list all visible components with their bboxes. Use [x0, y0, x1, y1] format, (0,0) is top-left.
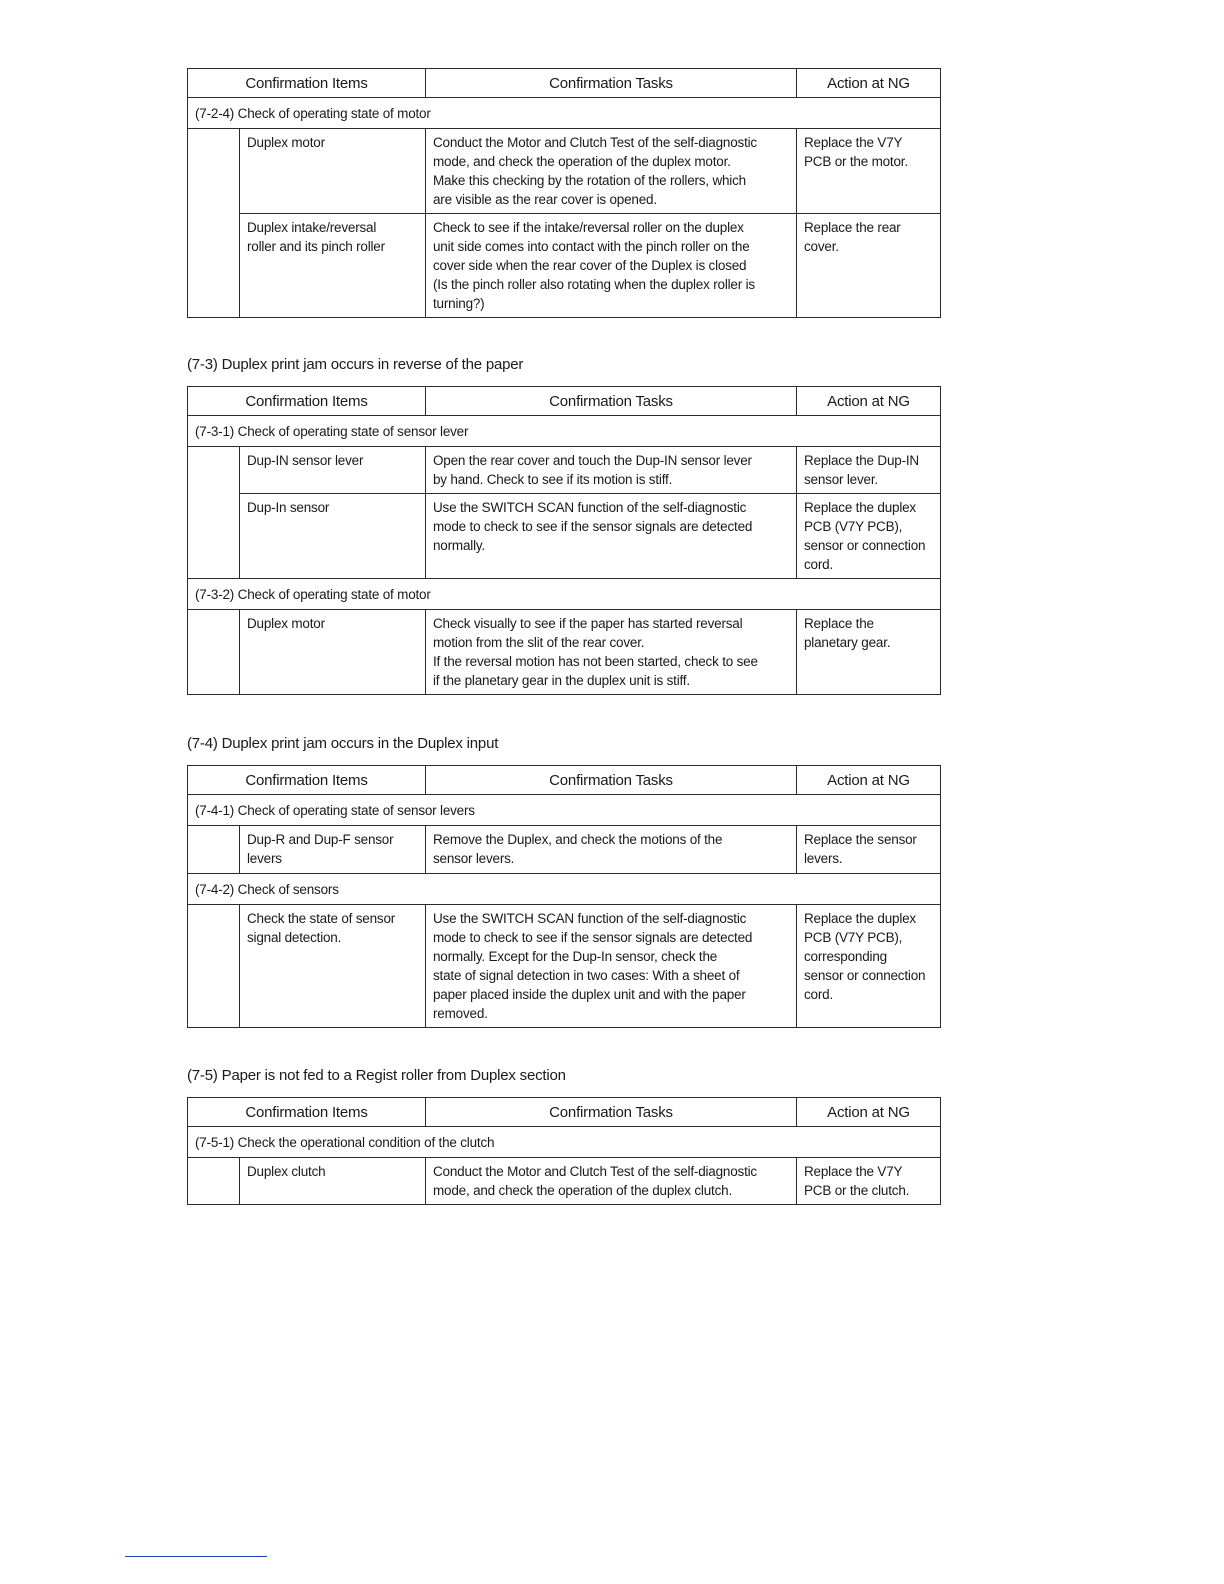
action-line: Replace the duplex	[804, 911, 916, 926]
task-line: Conduct the Motor and Clutch Test of the self-diagnostic	[433, 1164, 757, 1179]
action-line: PCB or the clutch.	[804, 1183, 910, 1198]
task-line: state of signal detection in two cases: With a sheet of	[433, 968, 740, 983]
table-row	[188, 826, 941, 874]
group-label: (7-2-4) Check of operating state of motor	[188, 98, 941, 129]
item-line: Check the state of sensor	[247, 911, 396, 926]
action-line: Replace the V7Y	[804, 135, 903, 150]
table-row	[188, 1158, 941, 1205]
confirmation-task	[426, 905, 797, 1028]
item-line: Duplex motor	[247, 135, 325, 150]
task-line: are visible as the rear cover is opened.	[433, 192, 657, 207]
item-line: Dup-R and Dup-F sensor	[247, 832, 394, 847]
header-action-at-ng: Action at NG	[797, 766, 941, 795]
action-line: PCB (V7Y PCB),	[804, 930, 903, 945]
table-7-5	[187, 1097, 941, 1205]
header-row	[188, 1098, 941, 1127]
group-label: (7-4-2) Check of sensors	[188, 874, 941, 905]
action-at-ng	[797, 447, 941, 494]
task-line: Conduct the Motor and Clutch Test of the self-diagnostic	[433, 135, 757, 150]
action-line: sensor or connection	[804, 538, 926, 553]
confirmation-item	[240, 826, 426, 874]
group-row	[188, 1127, 941, 1158]
confirmation-task	[426, 129, 797, 214]
table-7-3	[187, 386, 941, 695]
table-row	[188, 610, 941, 695]
action-line: Replace the sensor	[804, 832, 917, 847]
table-7-2	[187, 68, 941, 318]
header-row	[188, 387, 941, 416]
task-line: mode to check to see if the sensor signals are detected	[433, 930, 753, 945]
indent-cell	[188, 447, 240, 579]
task-line: Open the rear cover and touch the Dup-IN sensor lever	[433, 453, 752, 468]
group-label: (7-5-1) Check the operational condition of the clutch	[188, 1127, 941, 1158]
item-line: Dup-In sensor	[247, 500, 330, 515]
header-row	[188, 766, 941, 795]
task-line: unit side comes into contact with the pinch roller on the	[433, 239, 750, 254]
confirmation-task	[426, 494, 797, 579]
section-heading: (7-3) Duplex print jam occurs in reverse of the paper	[187, 356, 524, 373]
action-line: sensor or connection	[804, 968, 926, 983]
task-line: (Is the pinch roller also rotating when the duplex roller is	[433, 277, 755, 292]
action-at-ng	[797, 494, 941, 579]
action-line: levers.	[804, 851, 843, 866]
task-line: if the planetary gear in the duplex unit is stiff.	[433, 673, 690, 688]
header-row	[188, 69, 941, 98]
header-action-at-ng: Action at NG	[797, 387, 941, 416]
task-line: by hand. Check to see if its motion is stiff.	[433, 472, 673, 487]
action-at-ng	[797, 905, 941, 1028]
confirmation-item	[240, 214, 426, 318]
indent-cell	[188, 1158, 240, 1205]
header-confirmation-tasks: Confirmation Tasks	[426, 69, 797, 98]
task-line: removed.	[433, 1006, 488, 1021]
confirmation-task	[426, 610, 797, 695]
header-action-at-ng: Action at NG	[797, 1098, 941, 1127]
task-line: turning?)	[433, 296, 485, 311]
action-at-ng	[797, 214, 941, 318]
table-7-4	[187, 765, 941, 1028]
indent-cell	[188, 129, 240, 318]
item-line: Dup-IN sensor lever	[247, 453, 364, 468]
task-line: mode to check to see if the sensor signals are detected	[433, 519, 753, 534]
table-row	[188, 129, 941, 214]
header-confirmation-items: Confirmation Items	[188, 1098, 426, 1127]
task-line: motion from the slit of the rear cover.	[433, 635, 645, 650]
task-line: Make this checking by the rotation of the rollers, which	[433, 173, 746, 188]
confirmation-item	[240, 447, 426, 494]
indent-cell	[188, 826, 240, 874]
group-label: (7-3-1) Check of operating state of sensor lever	[188, 416, 941, 447]
action-line: cover.	[804, 239, 839, 254]
task-line: Use the SWITCH SCAN function of the self-diagnostic	[433, 911, 747, 926]
header-confirmation-items: Confirmation Items	[188, 766, 426, 795]
task-line: Check visually to see if the paper has started reversal	[433, 616, 743, 631]
task-line: Remove the Duplex, and check the motions of the	[433, 832, 723, 847]
group-row	[188, 579, 941, 610]
item-line: roller and its pinch roller	[247, 239, 385, 254]
item-line: Duplex motor	[247, 616, 325, 631]
task-line: If the reversal motion has not been started, check to see	[433, 654, 758, 669]
group-label: (7-3-2) Check of operating state of motor	[188, 579, 941, 610]
confirmation-item	[240, 494, 426, 579]
task-line: normally.	[433, 538, 485, 553]
action-line: Replace the Dup-IN	[804, 453, 919, 468]
group-label: (7-4-1) Check of operating state of sensor levers	[188, 795, 941, 826]
group-row	[188, 416, 941, 447]
action-at-ng	[797, 129, 941, 214]
item-line: signal detection.	[247, 930, 342, 945]
header-confirmation-items: Confirmation Items	[188, 387, 426, 416]
action-line: corresponding	[804, 949, 887, 964]
header-confirmation-tasks: Confirmation Tasks	[426, 387, 797, 416]
group-row	[188, 795, 941, 826]
confirmation-task	[426, 447, 797, 494]
item-line: Duplex intake/reversal	[247, 220, 377, 235]
table-row	[188, 905, 941, 1028]
confirmation-item	[240, 1158, 426, 1205]
group-row	[188, 874, 941, 905]
action-line: planetary gear.	[804, 635, 891, 650]
action-line: cord.	[804, 987, 834, 1002]
table-row	[188, 447, 941, 494]
action-line: Replace the	[804, 616, 874, 631]
confirmation-item	[240, 905, 426, 1028]
header-confirmation-tasks: Confirmation Tasks	[426, 1098, 797, 1127]
table-row	[188, 494, 941, 579]
task-line: Check to see if the intake/reversal roller on the duplex	[433, 220, 744, 235]
indent-cell	[188, 905, 240, 1028]
action-line: Replace the duplex	[804, 500, 916, 515]
confirmation-item	[240, 129, 426, 214]
confirmation-item	[240, 610, 426, 695]
task-line: mode, and check the operation of the duplex clutch.	[433, 1183, 733, 1198]
action-at-ng	[797, 610, 941, 695]
task-line: Use the SWITCH SCAN function of the self-diagnostic	[433, 500, 747, 515]
task-line: cover side when the rear cover of the Duplex is closed	[433, 258, 747, 273]
task-line: normally. Except for the Dup-In sensor, check the	[433, 949, 718, 964]
task-line: mode, and check the operation of the duplex motor.	[433, 154, 731, 169]
action-line: PCB or the motor.	[804, 154, 908, 169]
item-line: levers	[247, 851, 282, 866]
item-line: Duplex clutch	[247, 1164, 326, 1179]
group-row	[188, 98, 941, 129]
section-heading: (7-4) Duplex print jam occurs in the Duplex input	[187, 735, 499, 752]
header-action-at-ng: Action at NG	[797, 69, 941, 98]
action-line: Replace the rear	[804, 220, 901, 235]
confirmation-task	[426, 214, 797, 318]
action-line: Replace the V7Y	[804, 1164, 903, 1179]
action-at-ng	[797, 826, 941, 874]
confirmation-task	[426, 1158, 797, 1205]
task-line: paper placed inside the duplex unit and with the paper	[433, 987, 746, 1002]
indent-cell	[188, 610, 240, 695]
header-confirmation-items: Confirmation Items	[188, 69, 426, 98]
task-line: sensor levers.	[433, 851, 515, 866]
action-line: cord.	[804, 557, 834, 572]
action-line: sensor lever.	[804, 472, 878, 487]
confirmation-task	[426, 826, 797, 874]
footer-rule	[125, 1556, 267, 1557]
table-row	[188, 214, 941, 318]
action-line: PCB (V7Y PCB),	[804, 519, 903, 534]
section-heading: (7-5) Paper is not fed to a Regist roller from Duplex section	[187, 1067, 566, 1084]
header-confirmation-tasks: Confirmation Tasks	[426, 766, 797, 795]
action-at-ng	[797, 1158, 941, 1205]
